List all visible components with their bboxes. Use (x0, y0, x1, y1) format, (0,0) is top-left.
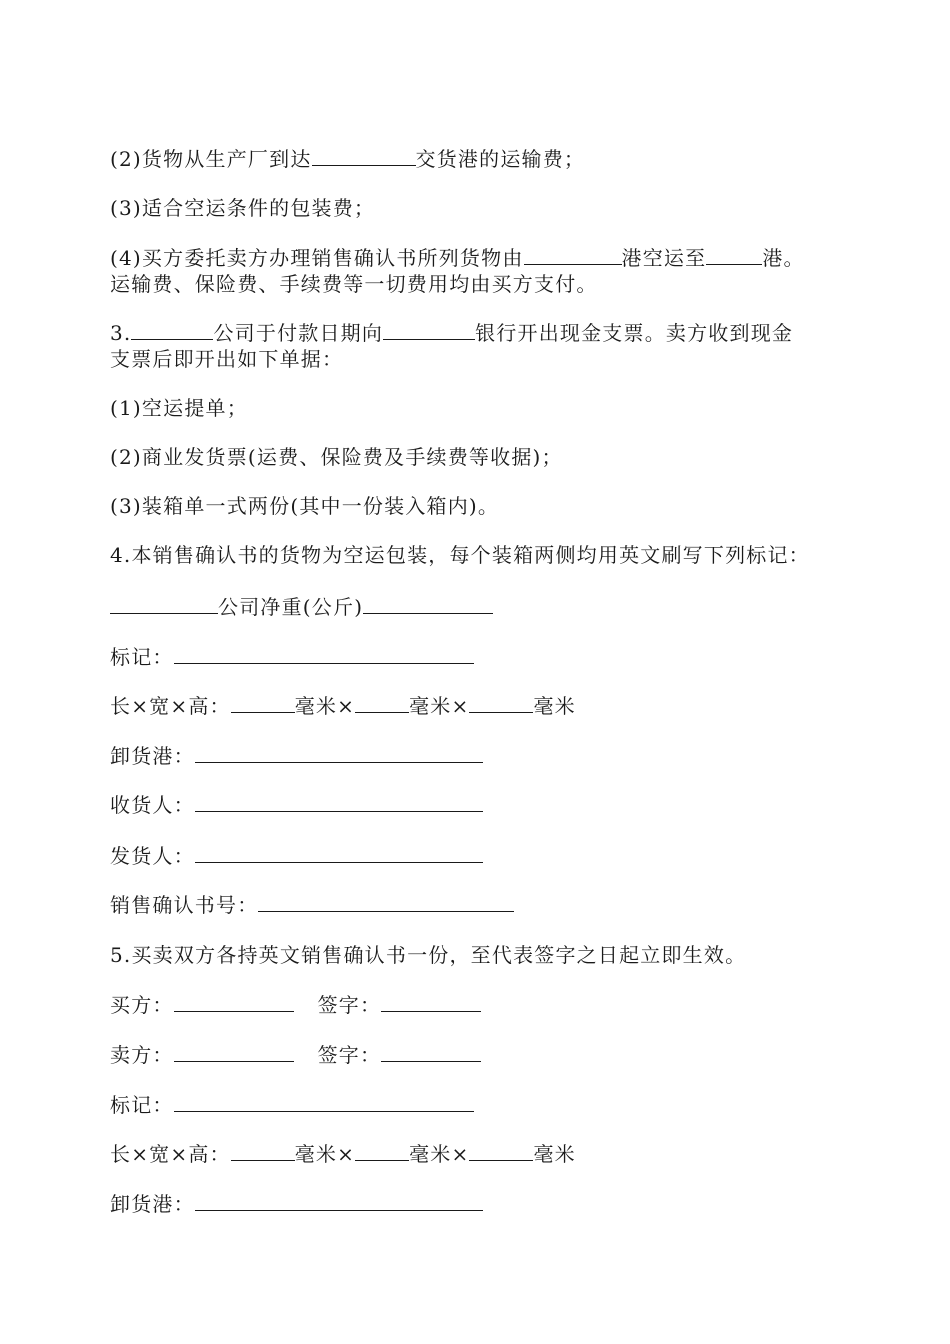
text: 毫米× (409, 694, 470, 718)
text: (3)装箱单一式两份(其中一份装入箱内)。 (110, 494, 500, 518)
text: 4.本销售确认书的货物为空运包装，每个装箱两侧均用英文刷写下列标记： (110, 543, 810, 567)
fill-blank (355, 1142, 409, 1161)
text: (4)买方委托卖方办理销售确认书所列货物由 (110, 246, 524, 270)
clause-3-documents (110, 346, 343, 372)
seller-signature-row (110, 1042, 481, 1068)
fill-blank (174, 993, 294, 1012)
text: 港。 (762, 246, 805, 270)
discharge-port-row (110, 743, 483, 769)
fill-blank (195, 844, 483, 863)
shipper-row (110, 843, 483, 869)
text: 收货人： (110, 793, 195, 817)
text: 买方： (110, 993, 174, 1017)
fill-blank (312, 147, 416, 166)
fill-blank (258, 893, 514, 912)
fill-blank (195, 744, 483, 763)
text: 港空运至 (621, 246, 707, 270)
text: (2)商业发货票(运费、保险费及手续费等收据)； (110, 445, 563, 469)
consignee-row (110, 792, 483, 818)
text: (3)适合空运条件的包装费； (110, 196, 376, 220)
text: 毫米 (533, 694, 576, 718)
mark-row (110, 644, 474, 670)
text: 卖方： (110, 1043, 174, 1067)
text: 公司于付款日期向 (213, 321, 384, 345)
fill-blank (174, 1043, 294, 1062)
text: 卸货港： (110, 744, 195, 768)
confirmation-number-row (110, 892, 514, 918)
text: 银行开出现金支票。卖方收到现金 (475, 321, 794, 345)
text: 毫米× (294, 1142, 356, 1166)
discharge-port-row-2 (110, 1191, 483, 1217)
fill-blank (231, 694, 295, 713)
fill-blank (381, 993, 481, 1012)
fill-blank (174, 1093, 474, 1112)
clause-3-cheque (110, 320, 793, 346)
fill-blank (363, 595, 493, 614)
doc-1-airway-bill (110, 395, 248, 421)
fill-blank (231, 1142, 295, 1161)
item-4-cost-note (110, 271, 598, 297)
fill-blank (131, 321, 213, 340)
text: (1)空运提单； (110, 396, 248, 420)
item-2-transport-cost (110, 146, 585, 172)
text: 标记： (110, 1093, 174, 1117)
fill-blank (195, 793, 483, 812)
fill-blank (110, 595, 218, 614)
text: 3. (110, 321, 132, 345)
fill-blank (706, 246, 762, 265)
fill-blank (383, 321, 475, 340)
fill-blank (524, 246, 622, 265)
text: 5.买卖双方各持英文销售确认书一份，至代表签字之日起立即生效。 (110, 943, 747, 967)
item-4-air-transport (110, 245, 805, 271)
net-weight-row (110, 594, 493, 620)
text: 毫米 (533, 1142, 576, 1166)
clause-5-effective (110, 942, 746, 968)
item-3-packing-cost (110, 195, 375, 221)
fill-blank (381, 1043, 481, 1062)
fill-blank (469, 694, 533, 713)
text: 签字： (317, 1043, 382, 1067)
text: 运输费、保险费、手续费等一切费用均由买方支付。 (110, 272, 598, 296)
text: 长×宽×高： (110, 1142, 231, 1166)
text: 标记： (110, 645, 174, 669)
doc-3-packing-list (110, 493, 499, 519)
text: (2)货物从生产厂到达 (110, 147, 312, 171)
clause-4-marking (110, 542, 810, 568)
text: 销售确认书号： (110, 893, 259, 917)
fill-blank (355, 694, 409, 713)
mark-row-2 (110, 1092, 474, 1118)
doc-2-invoice (110, 444, 563, 470)
fill-blank (195, 1192, 483, 1211)
text: 发货人： (110, 844, 195, 868)
text: 交货港的运输费； (415, 147, 586, 171)
text: 长×宽×高： (110, 694, 231, 718)
text: 公司净重(公斤) (218, 595, 364, 619)
text: 毫米× (409, 1142, 470, 1166)
buyer-signature-row (110, 992, 481, 1018)
fill-blank (174, 645, 474, 664)
text: 签字： (317, 993, 382, 1017)
text: 卸货港： (110, 1192, 195, 1216)
dimensions-row (110, 693, 576, 719)
fill-blank (469, 1142, 533, 1161)
text: 毫米× (294, 694, 356, 718)
text: 支票后即开出如下单据： (110, 347, 344, 371)
dimensions-row-2 (110, 1141, 576, 1167)
